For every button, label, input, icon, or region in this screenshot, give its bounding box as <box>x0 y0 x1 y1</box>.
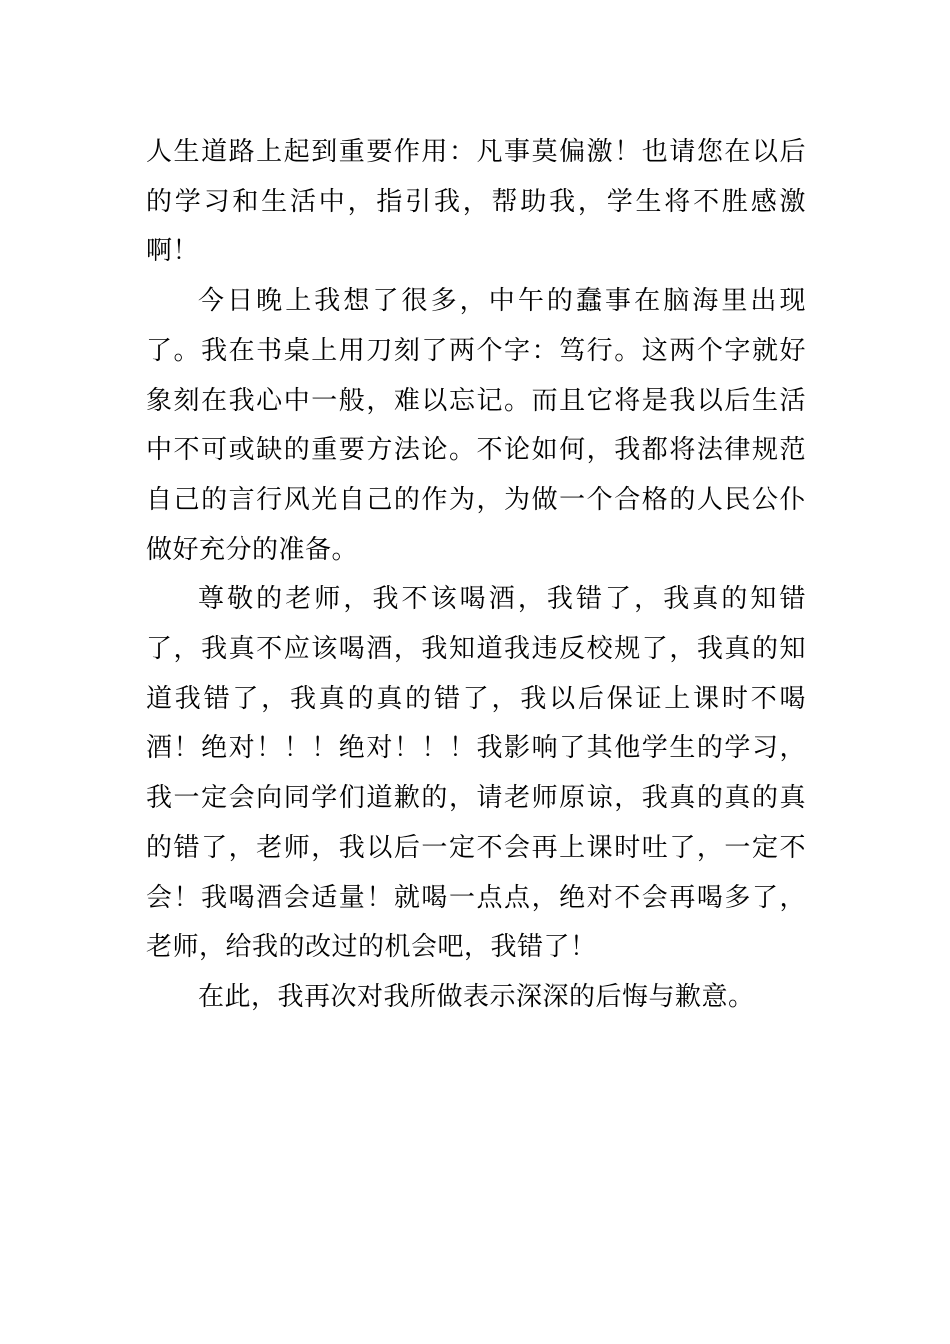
paragraph-2: 今日晚上我想了很多，中午的蠢事在脑海里出现了。我在书桌上用刀刻了两个字：笃行。这两个字就好象刻在我心中一般，难以忘记。而且它将是我以后生活中不可或缺的重要方法论。不论如何，我都将法律规范自己的言行风光自己的作为，为做一个合格的人民公仆做好充分的准备。 <box>146 286 806 565</box>
paragraph-4: 在此，我再次对我所做表示深深的后悔与歉意。 <box>198 981 755 1012</box>
document-body <box>146 128 806 1023</box>
paragraph-1: 人生道路上起到重要作用：凡事莫偏激！也请您在以后的学习和生活中，指引我，帮助我，学生将不胜感激啊！ <box>146 137 806 267</box>
paragraph-3: 尊敬的老师，我不该喝酒，我错了，我真的知错了，我真不应该喝酒，我知道我违反校规了，我真的知道我错了，我真的真的错了，我以后保证上课时不喝酒！绝对！！！绝对！！！我影响了其他学生的学习，我一定会向同学们道歉的，请老师原谅，我真的真的真的错了，老师，我以后一定不会再上课时吐了，一定不会！我喝酒会适量！就喝一点点，绝对不会再喝多了，老师，给我的改过的机会吧，我错了！ <box>146 584 806 963</box>
